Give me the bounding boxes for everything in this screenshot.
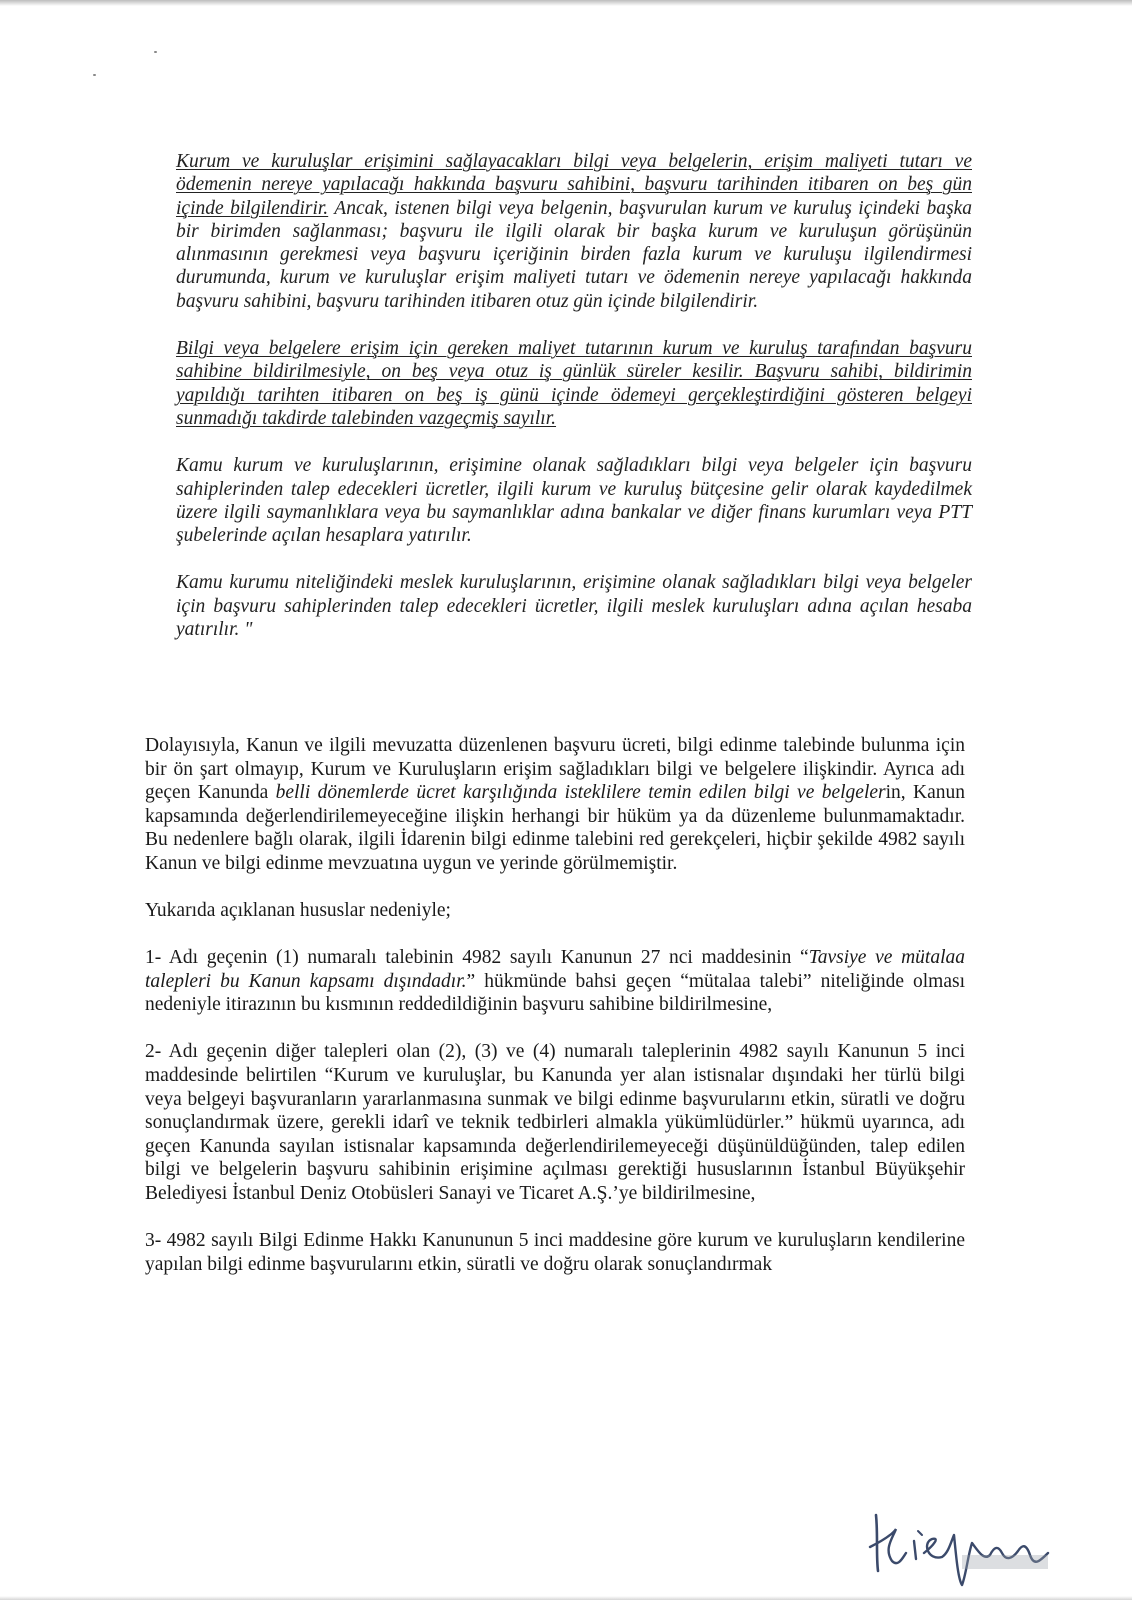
paragraph-text: Dolayısıyla, Kanun ve ilgili mevuzatta düzenlenen başvuru ücreti, bilgi edinme talebinde bulunma için bir ön şart olmayıp, Kurum ve Kuruluşların erişim sağladıkları bilgi ve belgelere ilişkindir. Ayrıca adı geçen Kanunda — [145, 735, 965, 804]
paragraph-text: Kamu kurumu niteliğindeki meslek kuruluşlarının, erişimine olanak sağladıkları bilgi veya belgeler için başvuru sahiplerinden talep edecekleri ücretler, ilgili meslek kuruluşları adına açılan hesaba yatırılır. " — [176, 572, 972, 641]
quote-paragraph-2 — [176, 337, 972, 430]
paragraph-text: ” hükmünde bahsi geçen “mütalaa talebi” niteliğinde olması nedeniyle itirazının bu kısmının reddedildiğinin başvuru sahibine bildirilmesine, — [145, 970, 966, 1016]
quote-paragraph-1 — [176, 150, 972, 313]
decision-item-3 — [145, 1229, 965, 1276]
quoted-law-excerpt — [176, 150, 972, 665]
paragraph-text: in, Kanun kapsamında değerlendirilemeyeceğine ilişkin herhangi bir hüküm ya da düzenleme bulunmamaktadır. Bu nedenlere bağlı olarak, ilgili İdarenin bilgi edinme talebini red gerekçeleri, hiçbir şekilde 4982 sayılı Kanun ve bilgi edinme mevzuatına uygun ve yerinde görülmemiştir. — [145, 782, 966, 874]
decision-item-1 — [145, 946, 965, 1017]
paragraph-text: Ancak, istenen bilgi veya belgenin, başvurulan kurum ve kuruluş içindeki başka bir birimden sağlanması; başvuru ile ilgili olarak bir başka kurum ve kuruluşun görüşünün alınmasının gerekmesi veya başvuru içeriğinin birden fazla kurum ve kuruluşu ilgilendirmesi durumunda, kurum ve kuruluşlar erişim maliyeti tutarı ve ödemenin nereye yapılacağı hakkında başvuru sahibini, başvuru tarihinden itibaren otuz gün içinde bilgilendirir. — [176, 197, 972, 312]
paragraph-text: 2- Adı geçenin diğer talepleri olan (2), (3) ve (4) numaralı taleplerinin 4982 sayılı Kanunun 5 inci maddesinde belirtilen “Kurum ve kuruluşlar, bu Kanunda yer alan istisnalar dışındaki her türlü bilgi veya belgeyi başvuranların yararlanmasına sunmak ve bilgi edinme başvurularını etkin, süratli ve doğru sonuçlandırmak üzere, gerekli idarî ve teknik tedbirleri almakla yükümlüdürler.” hükmü uyarınca, adı geçen Kanunda sayılan istisnalar kapsamında değerlendirilemeyeceği düşünüldüğünden, talep edilen bilgi ve belgelerin başvuru sahibinin erişimine açılması gerektiği hususlarının İstanbul Büyükşehir Belediyesi İstanbul Deniz Otobüsleri Sanayi ve Ticaret A.Ş.’ye bildirilmesine, — [145, 1041, 965, 1204]
paragraph-conclusion — [145, 734, 965, 876]
decision-item-2 — [145, 1040, 965, 1205]
scan-speck — [93, 74, 96, 76]
emphasized-text: belli dönemlerde ücret karşılığında isteklilere temin edilen bilgi ve belgeler — [275, 782, 886, 804]
paragraph-text: 1- Adı geçenin (1) numaralı talebinin 4982 sayılı Kanunun 27 nci maddesinin “ — [145, 947, 809, 969]
signature-icon — [862, 1495, 1052, 1595]
scan-edge-bottom — [0, 1596, 1132, 1600]
paragraph-reasons-intro — [145, 899, 965, 923]
underlined-text: Bilgi veya belgelere erişim için gereken maliyet tutarının kurum ve kuruluş tarafından başvuru sahibine bildirilmesiyle, on beş veya otuz iş günlük süreler kesilir. Başvuru sahibi, bildirimin yapıldığı tarihten itibaren on beş iş günü içinde ödemeyi gerçekleştirdiğini gösteren belgeyi sunmadığı takdirde talebinden vazgeçmiş sayılır. — [176, 338, 972, 429]
scan-speck — [154, 51, 157, 53]
paragraph-text: 3- 4982 sayılı Bilgi Edinme Hakkı Kanununun 5 inci maddesine göre kurum ve kuruluşların kendilerine yapılan bilgi edinme başvurularını etkin, süratli ve doğru olarak sonuçlandırmak — [145, 1230, 965, 1275]
paragraph-text: Kamu kurum ve kuruluşlarının, erişimine olanak sağladıkları bilgi veya belgeler için başvuru sahiplerinden talep edecekleri ücretler, ilgili kurum ve kuruluş bütçesine gelir olarak kaydedilmek üzere ilgili saymanlıklara veya bu saymanlıklar adına bankalar ve diğer finans kurumları veya PTT şubelerinde açılan hesaplara yatırılır. — [176, 455, 972, 547]
quote-paragraph-4 — [176, 571, 972, 641]
quoted-law-text: Tavsiye ve mütalaa talepleri bu Kanun kapsamı dışındadır. — [145, 947, 965, 992]
paragraph-text: Yukarıda açıklanan hususlar nedeniyle; — [145, 900, 451, 922]
quote-paragraph-3 — [176, 454, 972, 547]
scan-edge-top — [0, 0, 1132, 6]
decision-body — [145, 734, 965, 1300]
underlined-text: Kurum ve kuruluşlar erişimini sağlayacakları bilgi veya belgelerin, erişim maliyeti tutarı ve ödemenin nereye yapılacağı hakkında başvuru sahibini, başvuru tarihinden itibaren on beş gün içinde bilgilendirir. — [176, 151, 972, 219]
